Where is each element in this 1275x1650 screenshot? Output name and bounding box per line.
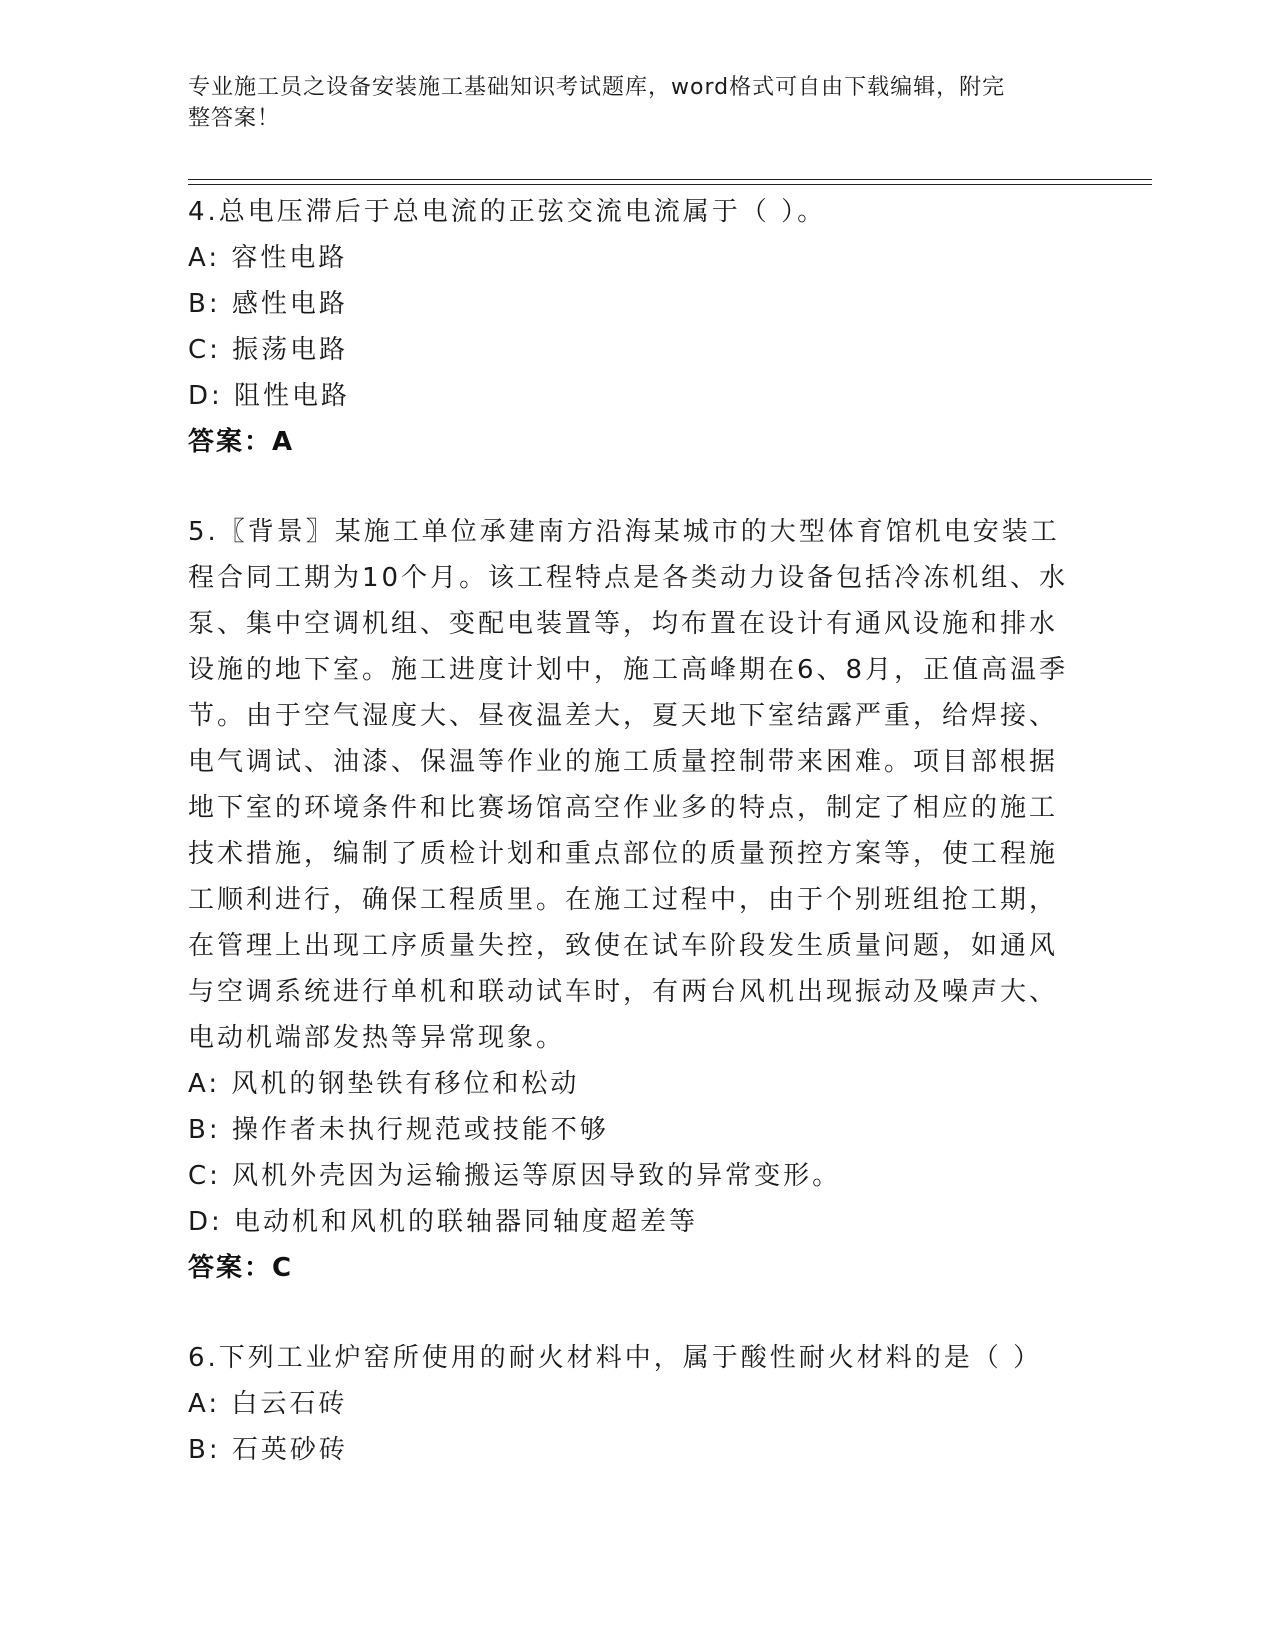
answer-label: 答案：A [188, 427, 295, 457]
option-c: C: 风机外壳因为运输搬运等原因导致的异常变形。 [188, 1161, 842, 1191]
answer-label: 答案：C [188, 1253, 294, 1283]
option-b: B: 感性电路 [188, 289, 348, 319]
question-stem-line: 在管理上出现工序质量失控，致使在试车阶段发生质量问题，如通风 [188, 931, 1059, 961]
question-stem-line: 设施的地下室。施工进度计划中，施工高峰期在6、8月，正值高温季 [188, 655, 1069, 685]
question-stem-line: 电气调试、油漆、保温等作业的施工质量控制带来困难。项目部根据 [188, 747, 1059, 777]
question-stem-line: 工顺利进行，确保工程质里。在施工过程中，由于个别班组抢工期， [188, 885, 1059, 915]
question-stem-line: 电动机端部发热等异常现象。 [188, 1023, 566, 1053]
option-b: B: 石英砂砖 [188, 1435, 348, 1465]
option-d: D: 电动机和风机的联轴器同轴度超差等 [188, 1207, 699, 1237]
question-stem-line: 泵、集中空调机组、变配电装置等，均布置在设计有通风设施和排水 [188, 609, 1059, 639]
option-a: A: 风机的钢垫铁有移位和松动 [188, 1069, 580, 1099]
option-d: D: 阻性电路 [188, 381, 351, 411]
header-title-line-2: 整答案！ [188, 106, 281, 131]
question-spacer [188, 1291, 1088, 1335]
header-divider-top [188, 179, 1152, 180]
option-a: A: 容性电路 [188, 243, 348, 273]
question-list [188, 189, 1088, 1473]
option-c: C: 振荡电路 [188, 335, 349, 365]
header-divider-bottom [188, 184, 1152, 185]
question-stem-line: 与空调系统进行单机和联动试车时，有两台风机出现振动及噪声大、 [188, 977, 1059, 1007]
question-stem-line: 节。由于空气湿度大、昼夜温差大，夏天地下室结露严重，给焊接、 [188, 701, 1059, 731]
question-stem: 6.下列工业炉窑所使用的耐火材料中，属于酸性耐火材料的是（ ） [188, 1343, 1043, 1373]
option-b: B: 操作者未执行规范或技能不够 [188, 1115, 609, 1145]
question-4 [188, 189, 1088, 465]
question-6 [188, 1335, 1088, 1473]
document-header [188, 72, 1068, 134]
header-title-line-1: 专业施工员之设备安装施工基础知识考试题库，word格式可自由下载编辑，附完 [188, 75, 1006, 100]
option-a: A: 白云石砖 [188, 1389, 348, 1419]
question-stem-line: 5.〖背景〗某施工单位承建南方沿海某城市的大型体育馆机电安装工 [188, 517, 1060, 547]
question-stem: 4.总电压滞后于总电流的正弦交流电流属于（ ）。 [188, 197, 827, 227]
question-spacer [188, 465, 1088, 509]
question-stem-line: 程合同工期为10个月。该工程特点是各类动力设备包括冷冻机组、水 [188, 563, 1069, 593]
question-stem-line: 地下室的环境条件和比赛场馆高空作业多的特点，制定了相应的施工 [188, 793, 1059, 823]
question-5 [188, 509, 1088, 1291]
question-stem-line: 技术措施，编制了质检计划和重点部位的质量预控方案等，使工程施 [188, 839, 1059, 869]
